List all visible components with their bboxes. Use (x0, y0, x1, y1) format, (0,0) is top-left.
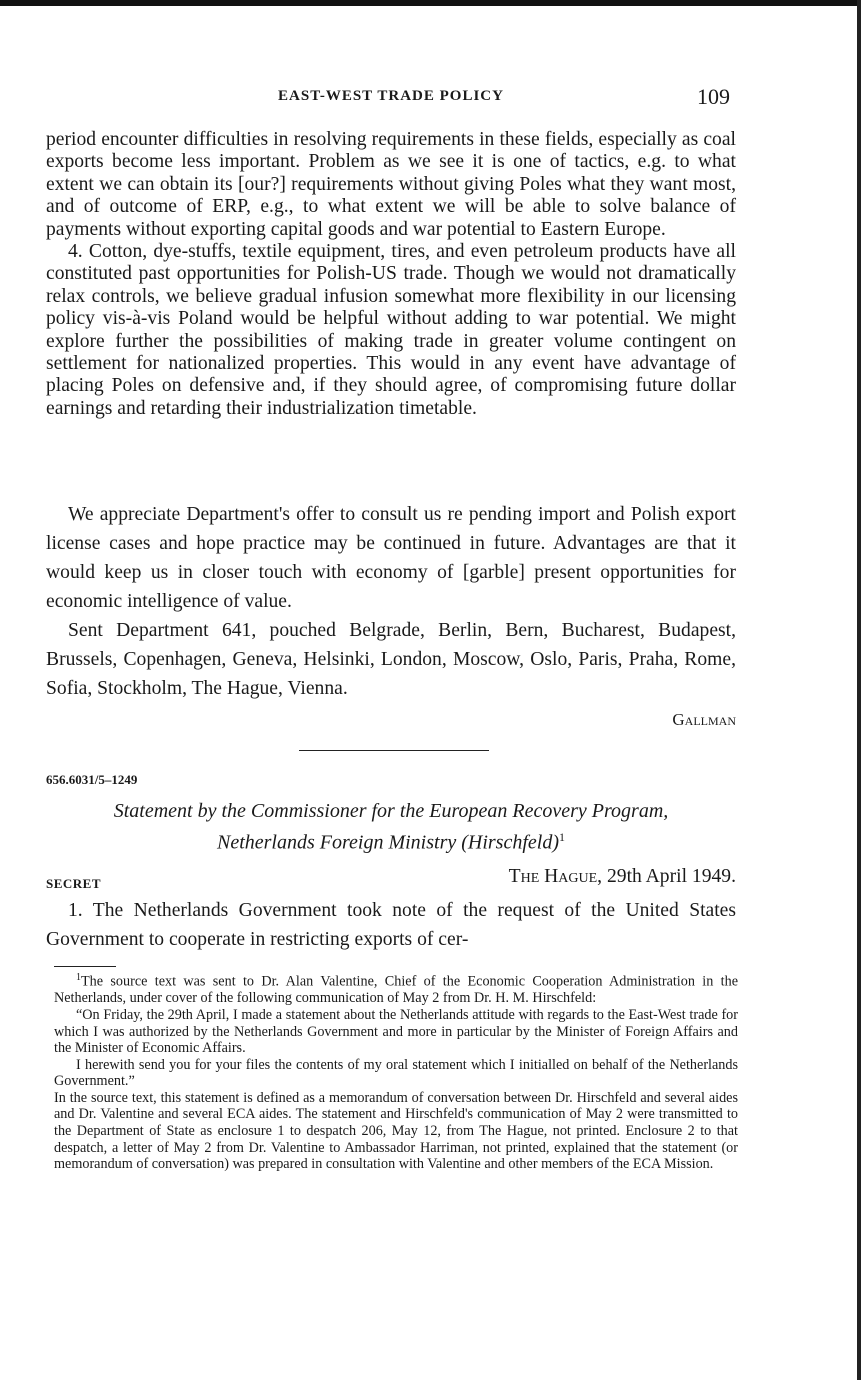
page-top-edge (0, 0, 861, 6)
document-title-line-1: Statement by the Commissioner for the European Recovery Program, (113, 800, 669, 822)
document-title-line-2-text: Netherlands Foreign Ministry (Hirschfeld) (217, 831, 559, 854)
document-reference: 656.6031/5–1249 (46, 772, 138, 787)
paragraph-2: 4. Cotton, dye-stuffs, textile equipment, tires, and even petroleum products have all constituted past opportunities for Polish-US trade. Though we would not dramatically relax controls, we believe gradual infusion somewhat more flexibility in our licensing policy vis-à-vis Poland would be helpful without adding to war potential. We might explore further the possibilities of making trade in greater volume contingent on settlement for nationalized properties. This would in any event have advantage of placing Poles on defensive and, if they should agree, of compromising future dollar earnings and retarding their industrialization timetable. (46, 241, 736, 419)
statement-paragraph-1: 1. The Netherlands Government took note of the request of the United States Government to cooperate in restricting exports of cer- (46, 900, 736, 950)
footnote-1 (54, 970, 738, 1007)
footnote-1-text: The source text was sent to Dr. Alan Valentine, Chief of the Economic Cooperation Administration in the Netherlands, under cover of the following communication of May 2 from Dr. H. M. Hirschfeld: (54, 973, 738, 1007)
page-header (46, 84, 736, 112)
footnote-reference: 1 (559, 830, 565, 844)
classification-label: SECRET (46, 876, 102, 891)
footnote-quote-2: I herewith send you for your files the contents of my oral statement which I initialled on behalf of the Netherlands Government.” (54, 1056, 738, 1090)
date: 29th April 1949. (607, 866, 736, 887)
section-divider (299, 750, 489, 751)
telegram-closing (46, 500, 736, 734)
footnote-rule (54, 966, 116, 967)
signature: Gallman (672, 710, 736, 729)
telegram-continuation (46, 129, 736, 420)
page-right-edge (857, 0, 861, 1380)
paragraph-4: Sent Department 641, pouched Belgrade, Berlin, Bern, Bucharest, Budapest, Brussels, Copenhagen, Geneva, Helsinki, London, Moscow, Oslo, Paris, Praha, Rome, Sofia, Stockholm, The Hague, Vienna. (46, 620, 736, 699)
paragraph-1: period encounter difficulties in resolving requirements in these fields, especially as coal exports become less important. Problem as we see it is one of tactics, e.g. to what extent we can obtain its [our?] requirements without giving Poles what they want most, and of outcome of ERP, e.g., to what extent we will be able to solve balance of payments without exporting capital goods and war potential to Eastern Europe. (46, 129, 736, 240)
footnotes (54, 970, 738, 1173)
running-head: EAST-WEST TRADE POLICY (278, 88, 504, 104)
place: The Hague, (508, 866, 603, 887)
page-number: 109 (697, 84, 730, 109)
document-title (46, 798, 736, 856)
statement-body (46, 896, 736, 954)
footnote-mark: 1 (76, 972, 81, 983)
place-date-line (509, 866, 736, 888)
footnote-editorial-note: In the source text, this statement is defined as a memorandum of conversation between Dr. Hirschfeld and several aides and Dr. Valentine and several ECA aides. The statement and Hirschfeld's communication of May 2 were transmitted to the Department of State as enclosure 1 to despatch 206, May 12, from The Hague, not printed. Enclosure 2 to that despatch, a letter of May 2 from Dr. Valentine to Ambassador Harriman, not printed, explained that the statement (or memorandum of conversation) was prepared in consultation with Valentine and other members of the ECA Mission. (54, 1089, 738, 1173)
document-title-line-2 (46, 824, 736, 856)
paragraph-3: We appreciate Department's offer to consult us re pending import and Polish export license cases and hope practice may be continued in future. Advantages are that it would keep us in closer touch with economy of [garble] present opportunities for economic intelligence of value. (46, 504, 736, 612)
footnote-quote-1: “On Friday, the 29th April, I made a statement about the Netherlands attitude with regards to the East-West trade for which I was authorized by the Netherlands Government and more in particular by the Minister of Foreign Affairs and the Minister of Economic Affairs. (54, 1006, 738, 1057)
